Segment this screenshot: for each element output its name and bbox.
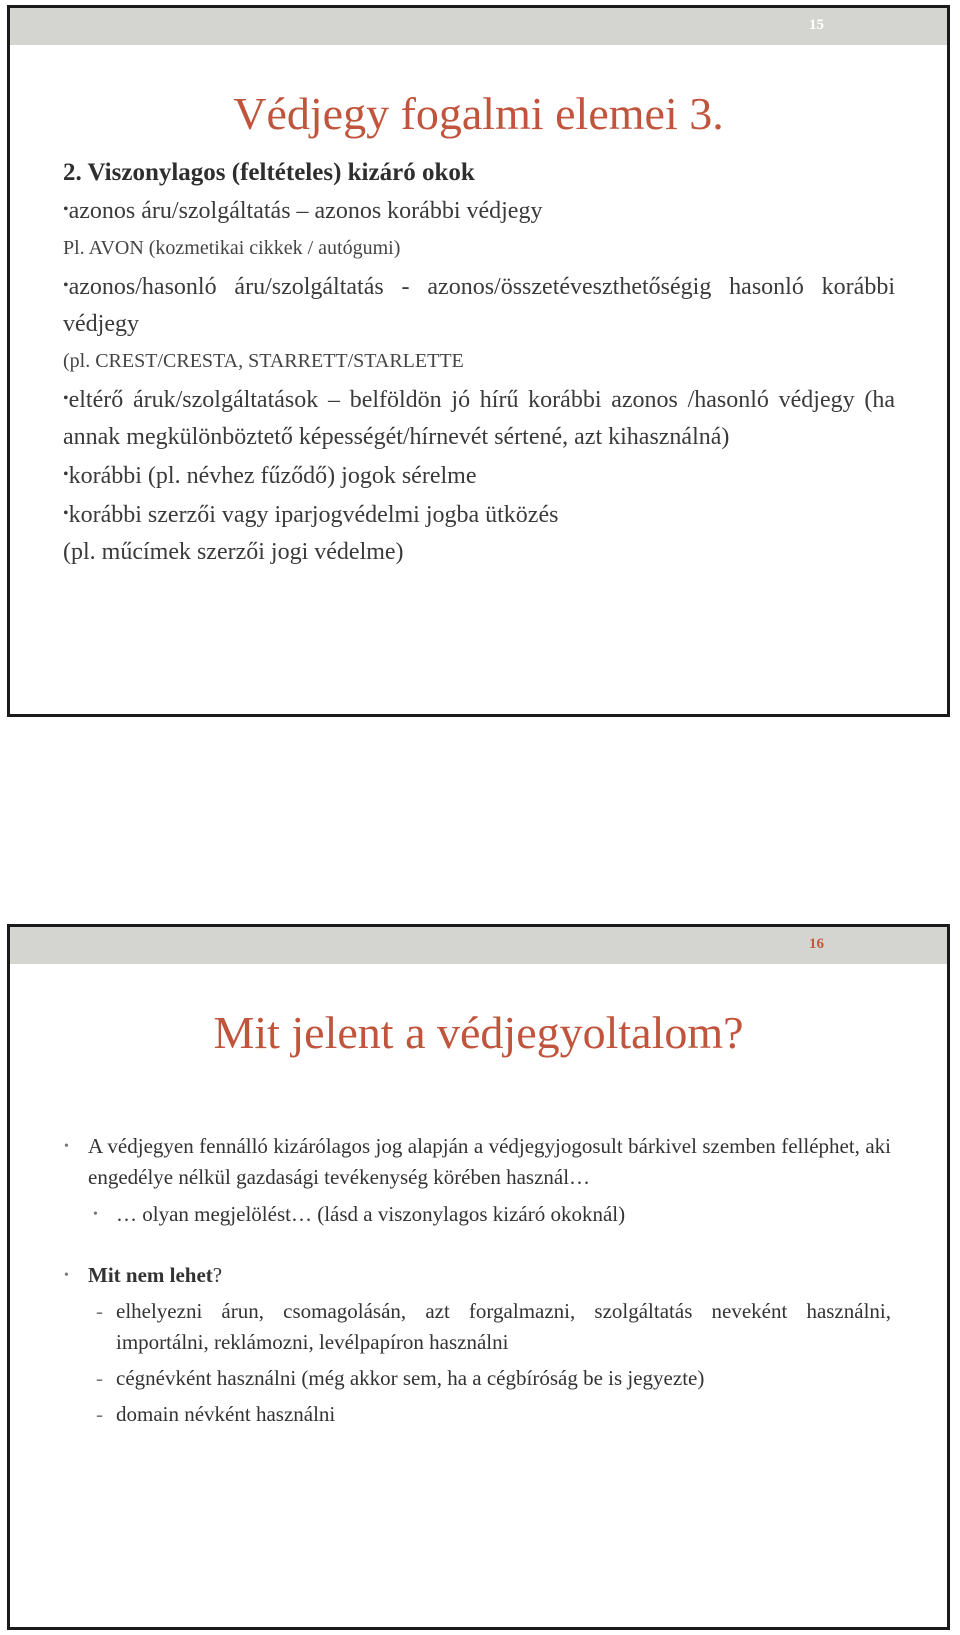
- bullet-icon: •: [63, 505, 69, 522]
- dash-icon: -: [96, 1402, 103, 1426]
- bullet-icon: •: [63, 201, 69, 218]
- slide-16: [7, 924, 950, 1630]
- dash-item: - elhelyezni árun, csomagolásán, azt forgalmazni, szolgáltatás neveként használni, importálni, reklámozni, levélpapíron használni: [64, 1296, 891, 1358]
- bullet-line: •korábbi (pl. névhez fűződő) jogok sérelme: [63, 463, 477, 489]
- bullet-item: • Mit nem lehet?: [64, 1260, 891, 1291]
- example-line: (pl. CREST/CRESTA, STARRETT/STARLETTE: [63, 350, 464, 372]
- bullet-icon: •: [64, 1268, 69, 1283]
- page-number: 15: [809, 17, 824, 33]
- bullet-line: •azonos/hasonló áru/szolgáltatás - azonos/összetéveszthetőségig hasonló korábbi védjegy: [63, 274, 895, 337]
- example-line: (pl. műcímek szerzői jogi védelme): [63, 539, 404, 565]
- bullet-line: •eltérő áruk/szolgáltatások – belföldön jó hírű korábbi azonos /hasonló védjegy (ha annak megkülönböztető képességét/hírnevét sértené, azt kihasználná): [63, 387, 895, 450]
- bullet-line: •korábbi szerzői vagy iparjogvédelmi jogba ütközés: [63, 502, 559, 528]
- question-label: Mit nem lehet: [88, 1263, 213, 1287]
- bullet-icon: •: [63, 466, 69, 483]
- slide-header-bar: [10, 8, 947, 45]
- slide-body: [10, 1131, 947, 1430]
- bullet-icon: •: [93, 1207, 98, 1222]
- bullet-icon: •: [63, 390, 69, 407]
- bullet-icon: •: [63, 277, 69, 294]
- slide-header-bar: [10, 927, 947, 964]
- slide-body: [10, 154, 947, 571]
- slide-title: Védjegy fogalmi elemei 3.: [233, 88, 724, 139]
- dash-icon: -: [96, 1366, 103, 1390]
- bullet-line: •azonos áru/szolgáltatás – azonos korábbi védjegy: [63, 198, 543, 224]
- slide-title: Mit jelent a védjegyoltalom?: [213, 1007, 744, 1058]
- page-number: 16: [809, 936, 824, 952]
- bullet-icon: •: [64, 1139, 69, 1154]
- dash-icon: -: [96, 1299, 103, 1323]
- example-line: Pl. AVON (kozmetikai cikkek / autógumi): [63, 237, 401, 259]
- dash-item: - cégnévként használni (még akkor sem, ha a cégbíróság be is jegyezte): [64, 1363, 891, 1394]
- dash-item: - domain névként használni: [64, 1399, 891, 1430]
- bullet-item: • A védjegyen fennálló kizárólagos jog alapján a védjegyjogosult bárkivel szemben felléphet, aki engedélye nélkül gazdasági tevékenység körében használ…: [64, 1131, 891, 1193]
- section-heading: 2. Viszonylagos (feltételes) kizáró okok: [63, 159, 475, 186]
- sub-bullet-item: • … olyan megjelölést… (lásd a viszonylagos kizáró okoknál): [64, 1199, 891, 1230]
- slide-15: [7, 5, 950, 717]
